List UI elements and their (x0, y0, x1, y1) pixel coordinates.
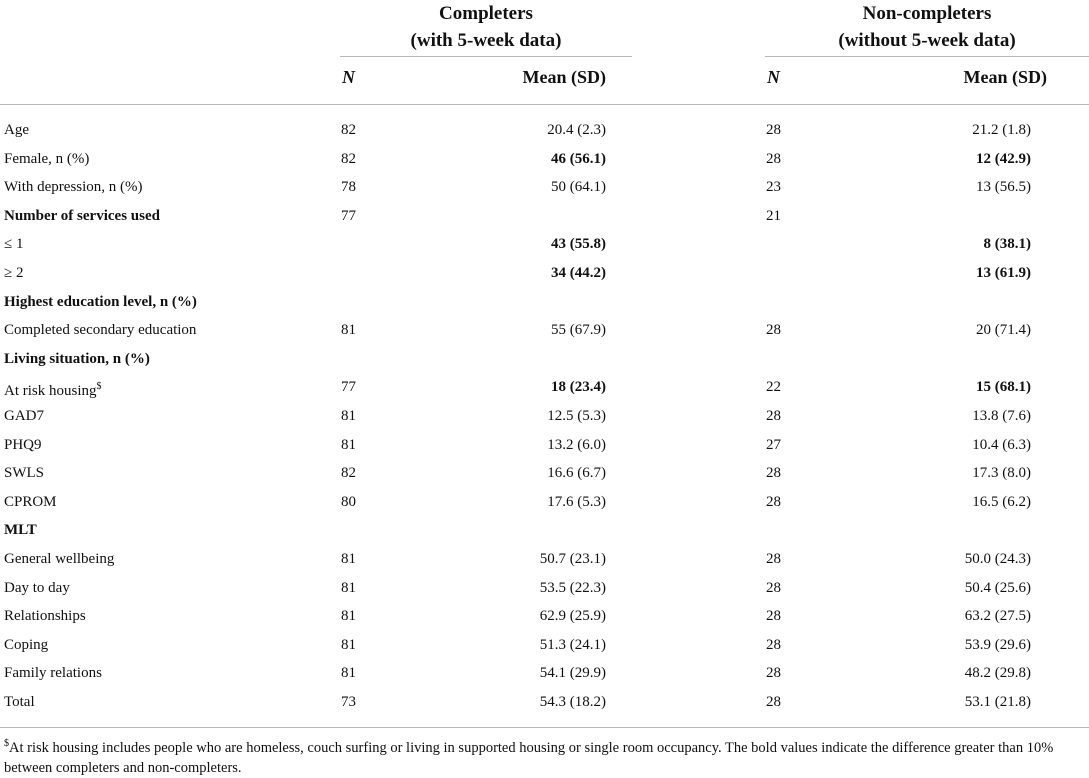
table-row (0, 116, 1089, 145)
row-label-text: Number of services used (4, 207, 160, 224)
table-row (0, 288, 1089, 317)
cell-mean-noncompleters: 13.8 (7.6) (972, 407, 1031, 424)
cell-n-noncompleters: 27 (766, 436, 781, 453)
row-label-text: Relationships (4, 608, 86, 625)
cell-n-completers: 81 (341, 579, 356, 596)
cell-mean-completers: 20.4 (2.3) (547, 122, 606, 138)
row-label (4, 516, 37, 545)
row-label (4, 659, 102, 688)
cell-n-noncompleters: 28 (766, 636, 781, 653)
row-label-text: Completed secondary education (4, 322, 197, 339)
table-row (0, 659, 1089, 688)
cell-n-completers: 82 (341, 122, 356, 138)
cell-mean-noncompleters: 53.9 (29.6) (964, 636, 1031, 653)
row-label (4, 259, 23, 288)
table-bottom-rule (0, 727, 1089, 728)
cell-n-completers: 81 (341, 436, 356, 453)
cell-mean-noncompleters: 17.3 (8.0) (972, 465, 1031, 482)
table-row (0, 602, 1089, 631)
cell-n-completers: 78 (341, 179, 356, 196)
row-label-text: ≤ 1 (4, 236, 24, 253)
row-label (4, 402, 44, 431)
row-label-text: Coping (4, 636, 49, 653)
cell-n-completers: 77 (341, 207, 356, 224)
cell-mean-noncompleters: 8 (38.1) (983, 236, 1031, 253)
cell-mean-completers: 13.2 (6.0) (547, 436, 606, 453)
cell-mean-noncompleters: 12 (42.9) (976, 150, 1031, 167)
table-row (0, 145, 1089, 174)
footnote-reference: $ (96, 381, 102, 393)
cell-n-completers: 82 (341, 150, 356, 167)
cell-mean-noncompleters: 50.0 (24.3) (964, 550, 1031, 567)
row-label-text: CPROM (4, 493, 57, 510)
table-row (0, 488, 1089, 517)
table-row (0, 631, 1089, 660)
cell-mean-noncompleters: 13 (56.5) (976, 179, 1031, 196)
row-label-text: PHQ9 (4, 436, 42, 453)
cell-mean-completers: 34 (44.2) (551, 264, 606, 281)
cell-n-completers: 81 (341, 665, 356, 682)
table-footnote (4, 734, 1084, 778)
cell-n-noncompleters: 28 (766, 665, 781, 682)
row-label (4, 431, 42, 460)
cell-n-noncompleters: 21 (766, 207, 781, 224)
cell-n-noncompleters: 22 (766, 379, 781, 396)
cell-n-completers: 81 (341, 550, 356, 567)
table-row (0, 459, 1089, 488)
cell-n-completers: 81 (341, 407, 356, 424)
cell-n-noncompleters: 28 (766, 407, 781, 424)
row-label-text: Highest education level, n (%) (4, 293, 197, 310)
table-row (0, 574, 1089, 603)
group-subtitle-completers: (with 5-week data) (410, 30, 562, 51)
table-row (0, 431, 1089, 460)
col-header-n-completers: N (342, 67, 355, 87)
cell-n-completers: 73 (341, 693, 356, 710)
row-label (4, 173, 143, 202)
cell-mean-noncompleters: 13 (61.9) (976, 264, 1031, 281)
footnote-marker: $ (4, 738, 9, 749)
row-label (4, 202, 160, 231)
table-row (0, 345, 1089, 374)
row-label (4, 688, 35, 717)
row-label-text: General wellbeing (4, 550, 115, 567)
table-row (0, 259, 1089, 288)
cell-mean-completers: 51.3 (24.1) (539, 636, 606, 653)
row-label (4, 574, 70, 603)
row-label-text: SWLS (4, 465, 45, 482)
row-label-text: At risk housing (4, 383, 97, 400)
cell-mean-completers: 43 (55.8) (551, 236, 606, 253)
group-title-completers: Completers (439, 3, 533, 24)
table-row (0, 202, 1089, 231)
cell-mean-noncompleters: 63.2 (27.5) (964, 608, 1031, 625)
cell-n-noncompleters: 28 (766, 465, 781, 482)
table-row (0, 173, 1089, 202)
col-header-mean-noncompleters: Mean (SD) (963, 67, 1047, 87)
cell-n-completers: 81 (341, 322, 356, 339)
row-label (4, 116, 29, 145)
cell-n-noncompleters: 23 (766, 179, 781, 196)
row-label (4, 459, 44, 488)
table-row (0, 373, 1089, 402)
cell-mean-completers: 50 (64.1) (551, 179, 606, 196)
cell-n-completers: 81 (341, 608, 356, 625)
cell-mean-completers: 62.9 (25.9) (539, 608, 606, 625)
cell-mean-noncompleters: 48.2 (29.8) (964, 665, 1031, 682)
table-body (0, 116, 1089, 716)
cell-n-completers: 81 (341, 636, 356, 653)
cell-mean-completers: 18 (23.4) (551, 379, 606, 396)
cell-mean-completers: 55 (67.9) (551, 322, 606, 339)
group-header-completers (340, 0, 632, 54)
footnote-text: At risk housing includes people who are homeless, couch surfing or living in supported housing or single room occupancy. The bold values indicate the difference greater than 10% between completers and non-completers. (4, 739, 1054, 776)
cell-mean-completers: 50.7 (23.1) (539, 550, 606, 567)
row-label (4, 145, 89, 174)
cell-mean-completers: 17.6 (5.3) (547, 493, 606, 510)
cell-mean-noncompleters: 10.4 (6.3) (972, 436, 1031, 453)
header-bottom-rule (0, 104, 1089, 105)
row-label-text: Family relations (4, 665, 102, 682)
cell-n-noncompleters: 28 (766, 493, 781, 510)
cell-mean-noncompleters: 20 (71.4) (976, 322, 1031, 339)
cell-n-completers: 80 (341, 493, 356, 510)
row-label-text: MLT (4, 522, 37, 539)
cell-n-noncompleters: 28 (766, 608, 781, 625)
row-label-text: Living situation, n (%) (4, 350, 150, 367)
row-label-text: Age (4, 122, 29, 138)
cell-n-noncompleters: 28 (766, 579, 781, 596)
row-label (4, 602, 86, 631)
cell-mean-noncompleters: 16.5 (6.2) (972, 493, 1031, 510)
cell-mean-completers: 46 (56.1) (551, 150, 606, 167)
row-label (4, 488, 57, 517)
group-subtitle-noncompleters: (without 5-week data) (838, 30, 1016, 51)
cell-n-noncompleters: 28 (766, 550, 781, 567)
group-divider-noncompleters (765, 56, 1089, 57)
cell-mean-completers: 53.5 (22.3) (539, 579, 606, 596)
row-label-text: ≥ 2 (4, 264, 24, 281)
cell-n-completers: 82 (341, 465, 356, 482)
cell-mean-noncompleters: 50.4 (25.6) (964, 579, 1031, 596)
cell-n-noncompleters: 28 (766, 322, 781, 339)
cell-mean-completers: 54.3 (18.2) (539, 693, 606, 710)
row-label (4, 230, 23, 259)
col-header-n-noncompleters: N (767, 67, 780, 87)
cell-mean-completers: 12.5 (5.3) (547, 407, 606, 424)
cell-mean-noncompleters: 21.2 (1.8) (972, 122, 1031, 138)
group-divider-completers (340, 56, 632, 57)
cell-n-completers: 77 (341, 379, 356, 396)
row-label-text: Total (4, 693, 35, 710)
row-label (4, 631, 48, 660)
row-label (4, 545, 114, 574)
table-row (0, 402, 1089, 431)
row-label-text: GAD7 (4, 407, 44, 424)
row-label (4, 316, 196, 345)
row-label-text: Day to day (4, 579, 70, 596)
table-row (0, 316, 1089, 345)
group-header-noncompleters (765, 0, 1089, 54)
group-title-noncompleters: Non-completers (862, 3, 992, 24)
cell-mean-completers: 16.6 (6.7) (547, 465, 606, 482)
row-label (4, 288, 197, 317)
col-header-mean-completers: Mean (SD) (522, 67, 606, 87)
row-label-text: Female, n (%) (4, 150, 90, 167)
table-row (0, 230, 1089, 259)
table-row (0, 545, 1089, 574)
cell-mean-noncompleters: 15 (68.1) (976, 379, 1031, 396)
row-label-text: With depression, n (%) (4, 179, 143, 196)
row-label (4, 345, 150, 374)
cell-mean-noncompleters: 53.1 (21.8) (964, 693, 1031, 710)
table-row (0, 688, 1089, 717)
cell-mean-completers: 54.1 (29.9) (539, 665, 606, 682)
table-row (0, 516, 1089, 545)
cell-n-noncompleters: 28 (766, 122, 781, 138)
cell-n-noncompleters: 28 (766, 693, 781, 710)
cell-n-noncompleters: 28 (766, 150, 781, 167)
